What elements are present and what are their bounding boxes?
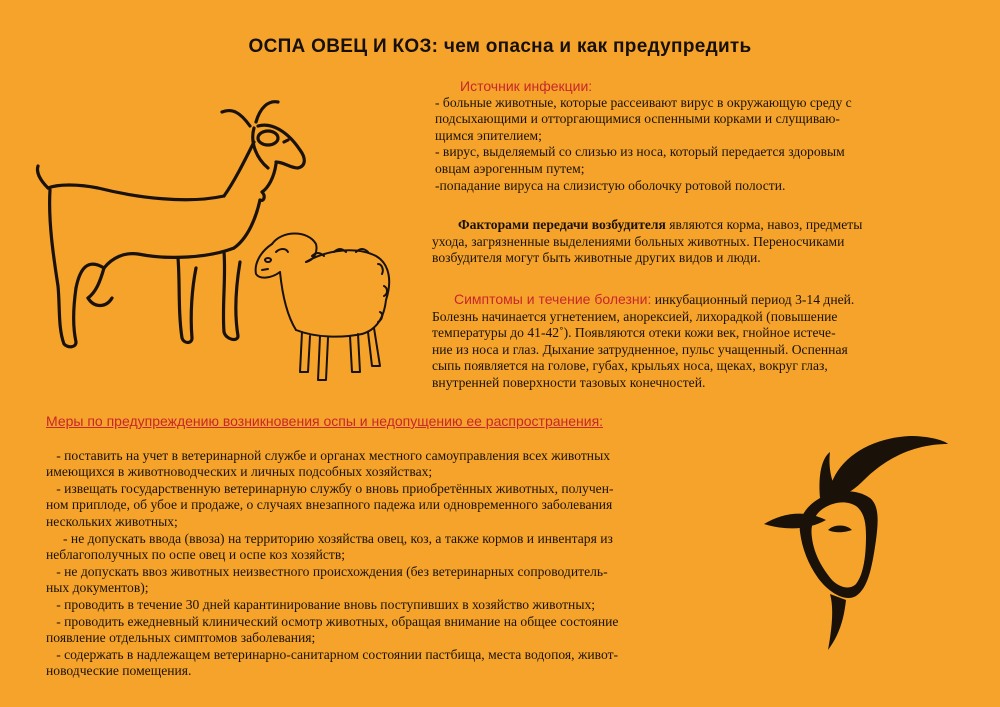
text-line: внутренней поверхности тазовых конечностей. — [432, 374, 706, 390]
text-line: возбудителя могут быть животные других видов и люди. — [432, 250, 761, 266]
text-line: ном приплоде, об убое и продаже, о случаях внезапного падежа или одновременного заболевания — [46, 497, 613, 513]
text-line: -попадание вируса на слизистую оболочку ротовой полости. — [435, 177, 786, 193]
text-line: - содержать в надлежащем ветеринарно-санитарном состоянии пастбища, места водопоя, живот- — [46, 646, 619, 662]
text-line: - извещать государственную ветеринарную службу о вновь приобретённых животных, получен- — [46, 480, 614, 496]
page-title: ОСПА ОВЕЦ И КОЗ: чем опасна и как предупредить — [248, 36, 752, 57]
text-line: подсыхающими и отторгающимися оспенными корками и слущиваю- — [435, 111, 840, 127]
text-line: температуры до 41-42˚). Появляются отеки кожи век, гнойное истече- — [432, 325, 836, 341]
text-line: - проводить ежедневный клинический осмотр животных, обращая внимание на общее состояние — [46, 613, 619, 629]
text-line: ние из носа и глаз. Дыхание затрудненное, пульс учащенный. Оспенная — [432, 341, 848, 357]
measures-heading: Меры по предупреждению возникновения оспы и недопущению ее распространения: — [46, 413, 604, 429]
goat-head-illustration — [760, 428, 960, 658]
source-section — [435, 78, 975, 194]
factors-rest: являются корма, навоз, предметы — [665, 217, 863, 232]
text-line: новодческие помещения. — [46, 663, 192, 679]
text-line — [432, 217, 972, 234]
factors-section — [432, 217, 972, 267]
factors-bold: Факторами передачи возбудителя — [458, 217, 666, 232]
text-line: появление отдельных симптомов заболевания; — [46, 630, 316, 646]
symptoms-heading: Симптомы и течение болезни: — [454, 291, 652, 307]
text-line: ухода, загрязненные выделениями больных животных. Переносчиками — [432, 233, 845, 249]
text-line: - не допускать ввоз животных неизвестного происхождения (без ветеринарных сопроводитель- — [46, 563, 608, 579]
text-line: неблагополучных по оспе овец и оспе коз хозяйств; — [46, 547, 346, 563]
text-line: имеющихся в животноводческих и личных подсобных хозяйствах; — [46, 464, 433, 480]
measures-section — [46, 413, 766, 680]
symptoms-section — [432, 291, 972, 392]
text-line: - больные животные, которые рассеивают вирус в окружающую среду с — [435, 94, 852, 110]
text-line: нескольких животных; — [46, 513, 178, 529]
source-heading: Источник инфекции: — [460, 78, 593, 94]
text-line: ных документов); — [46, 580, 149, 596]
text-line: - не допускать ввода (ввоза) на территорию хозяйства овец, коз, а также кормов и инвентаря из — [46, 530, 613, 546]
sheep-illustration — [246, 222, 396, 387]
text-line: - поставить на учет в ветеринарной службе и органах местного самоуправления всех животных — [46, 447, 611, 463]
text-line: Болезнь начинается угнетением, анорексией, лихорадкой (повышение — [432, 308, 838, 324]
text-line: - вирус, выделяемый со слизью из носа, который передается здоровым — [435, 144, 845, 160]
text-line: - проводить в течение 30 дней карантинирование вновь поступивших в хозяйство животных; — [46, 596, 596, 612]
text-line: сыпь появляется на голове, губах, крыльях носа, щеках, вокруг глаз, — [432, 358, 828, 374]
symptoms-rest: инкубационный период 3-14 дней. — [651, 292, 855, 307]
text-line — [432, 291, 972, 309]
text-line: овцам аэрогенным путем; — [435, 160, 585, 176]
text-line: щимся эпителием; — [435, 127, 542, 143]
